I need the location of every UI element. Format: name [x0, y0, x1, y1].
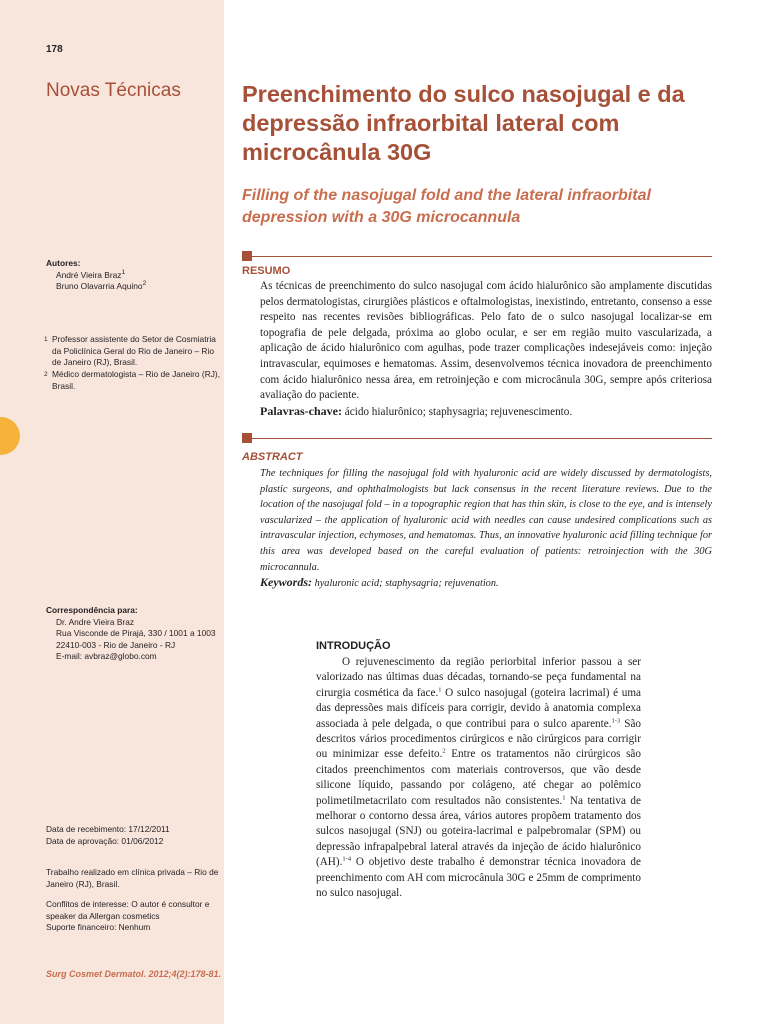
correspondence-email[interactable]: E-mail: avbraz@globo.com	[56, 651, 157, 661]
abstract-keywords: hyaluronic acid; staphysagria; rejuvenation.	[314, 578, 499, 590]
abstract-heading: ABSTRACT	[242, 451, 303, 463]
introduction-paragraph: O rejuvenescimento da região periorbital inferior passou a ser valorizado nas últimas duas décadas, tornando-se peça fundamental na cirurgia cosmética da face.$^1$ O sulco nasojugal (goteira lacrimal) é uma das depressões mais difíceis para corrigir, devido à anatomia complexa associada à pele delgada, o que contribui para o sulco aparente.$^{1-3}$ São descritos vários procedimentos cirúrgicos e não cirúrgicos para corrigir ou minimizar esse defeito.$^2$ Entre os tratamentos não cirúrgicos são citados preenchimentos com materiais controversos, que vão desde silicone líquido, passando por colágeno, até chegar ao polêmico polimetilmetacrilato com resultados não consistentes.$^1$ Na tentativa de melhorar o contorno dessa área, vários autores propõem tratamento dos sulcos nasojugal (SNJ) ou goteira-lacrimal e palpebromalar (SPM) ou depressão infrapalpebral lateral através da injeção de ácido hialurônico (AH).$^{1-4}$ O objetivo deste trabalho é demonstrar técnica inovadora de preenchimento com AH com microcânula 30G e 25mm de comprimento no sulco nasojugal.	[316, 656, 642, 900]
received-date: Data de recebimento: 17/12/2011	[46, 824, 170, 834]
resumo-keywords-label: Palavras-chave:	[260, 403, 342, 418]
article-title: Preenchimento do sulco nasojugal e da depressão infraorbital lateral com microcânula 30G	[242, 81, 685, 165]
resumo-keywords: ácido hialurônico; staphysagria; rejuvenescimento.	[344, 405, 573, 418]
section-divider	[242, 438, 712, 439]
affiliation-item: 1 Professor assistente do Setor de Cosmiatria da Policlínica Geral do Rio de Janeiro – Rio de Janeiro (RJ), Brasil.	[44, 334, 216, 367]
correspondence-line: Dr. Andre Vieira Braz	[56, 616, 135, 627]
introduction-heading: INTRODUÇÃO	[316, 640, 391, 652]
authors-heading: Autores:	[46, 258, 81, 268]
correspondence-block	[46, 605, 216, 663]
article-subtitle: Filling of the nasojugal fold and the lateral infraorbital depression with a 30G microcannula	[242, 187, 651, 226]
affiliation-item: 2 Médico dermatologista – Rio de Janeiro (RJ), Brasil.	[44, 369, 221, 391]
abstract-keywords-label: Keywords:	[260, 575, 312, 590]
work-location-note: Trabalho realizado em clínica privada – Rio de Janeiro (RJ), Brasil.	[46, 867, 219, 889]
section-label: Novas Técnicas	[46, 80, 181, 101]
correspondence-heading: Correspondência para:	[46, 605, 138, 615]
correspondence-line: 22410-003 - Rio de Janeiro - RJ	[56, 639, 176, 650]
journal-citation: Surg Cosmet Dermatol. 2012;4(2):178-81.	[46, 969, 222, 979]
correspondence-line: Rua Visconde de Pirajá, 330 / 1001 a 1003	[56, 628, 216, 638]
resumo-text: As técnicas de preenchimento do sulco nasojugal com ácido hialurônico são amplamente discutidas pelos dermatologistas, cirurgiões plásticos e oftalmologistas, inexistindo, entretanto, consenso a esse respeito nas recentes revisões bibliográficas. Pelo fato de o sulco nasojugal localizar-se em topografia de pele delgada, próxima ao globo ocular, e ser em região muito vascularizada, a aplicação de ácido hialurônico com agulhas, pode trazer complicações indesejáveis como: injeção intravascular, equimoses e hematomas. Assim, desenvolvemos técnica inovadora de preenchimento com ácido hialurônico nessa área, em retroinjeção e com microcânula 30G, sempre após criteriosa avaliação do paciente. Palavras-chave: ácido hialurônico; staphysagria; rejuvenescimento.	[260, 280, 712, 418]
author-name: André Vieira Braz$^1$	[56, 268, 126, 280]
disclosures-block	[46, 899, 222, 934]
page-number: 178	[46, 44, 63, 55]
authors-block	[46, 258, 146, 293]
funding-note: Suporte financeiro: Nenhum	[46, 922, 151, 932]
dates-block	[46, 824, 170, 847]
abstract-text: The techniques for filling the nasojugal fold with hyaluronic acid are widely discussed by dermatologists, plastic surgeons, and ophthalmologists but lack consensus in the recent literature reviews. Due to the location of the nasojugal fold – in a topographic region that has thin skin, is close to the eye, and is intensely vascularized – the application of hyaluronic acid with needles can cause undesired complications such as intravascular injection, echymoses, and hematomas. Thus, an innovative hyaluronic acid filling technique for this area was developed based on the careful evaluation of patients: retroinjection with the 30G microcannula. Keywords: hyaluronic acid; staphysagria; rejuvenation.	[260, 468, 712, 590]
resumo-heading: RESUMO	[242, 265, 291, 277]
conflicts-note: Conflitos de interesse: O autor é consultor e speaker da Allergan cosmetics	[46, 899, 210, 921]
approved-date: Data de aprovação: 01/06/2012	[46, 835, 164, 846]
section-divider	[242, 256, 712, 257]
author-name: Bruno Olavarria Aquino$^2$	[56, 280, 147, 291]
